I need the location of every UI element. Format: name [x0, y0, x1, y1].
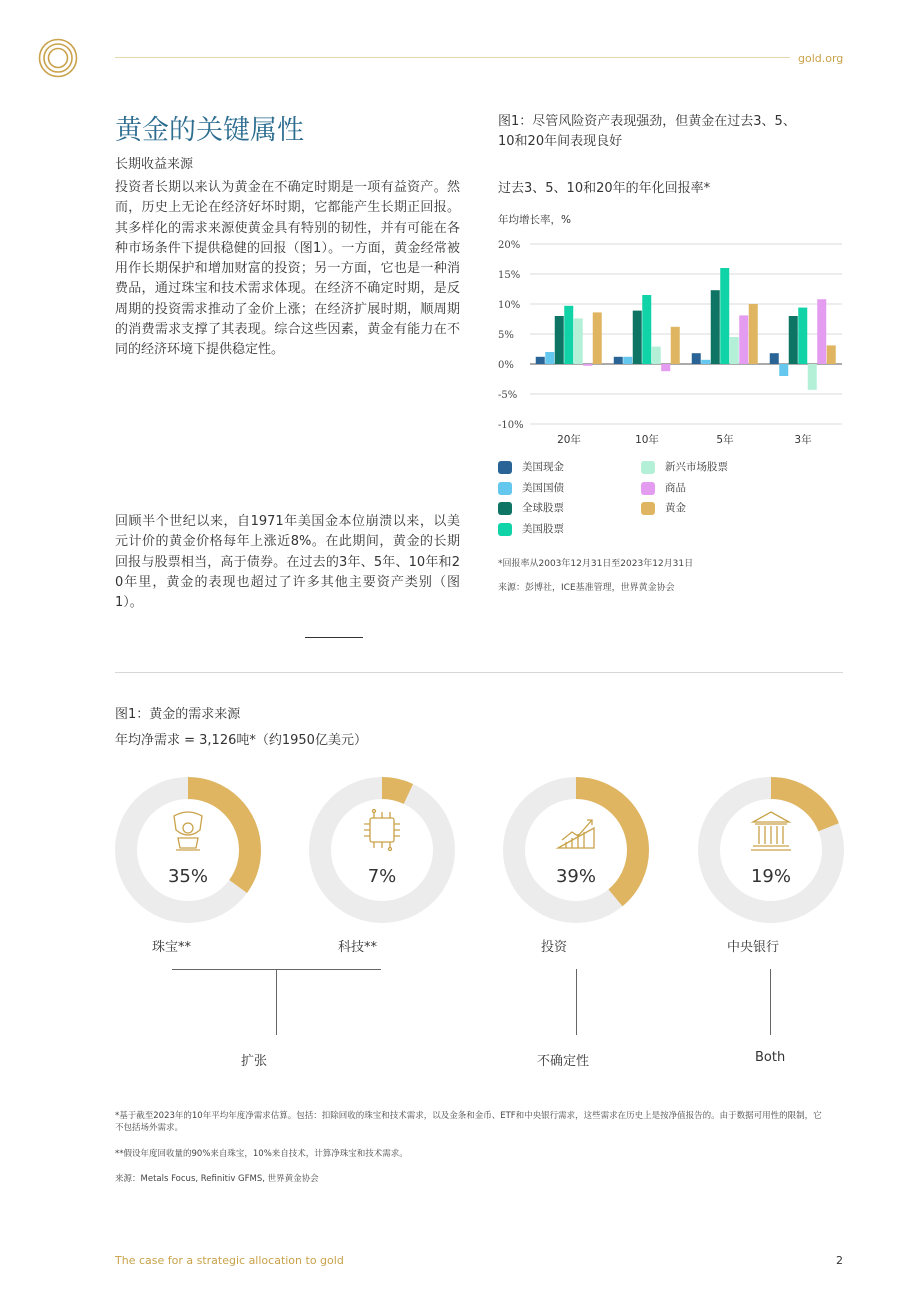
bar	[692, 353, 701, 364]
x-tick-label: 3年	[794, 434, 812, 446]
figure1-title: 图1：尽管风险资产表现强劲，但黄金在过去3、5、10和20年间表现良好	[498, 114, 796, 149]
legend-swatch	[498, 461, 512, 474]
body-paragraph-1: 投资者长期以来认为黄金在不确定时期是一项有益资产。然而，历史上无论在经济好坏时期，它都能产生长期正回报。其多样化的需求来源使黄金具有特别的韧性，并有可能在各种市场条件下提供稳健的回报（图1）。一方面，黄金经常被用作长期保护和增加财富的投资；另一方面，它也是一种消费品，通过珠宝和技术需求体现。在经济不确定时期，是反周期的投资需求推动了金价上涨；在经济扩展时期，顺周期的消费需求支撑了其表现。综合这些因素，黄金有能力在不同的经济环境下提供稳定性。	[115, 180, 460, 358]
y-tick-label: -10%	[498, 420, 524, 431]
bar	[633, 311, 642, 364]
bar	[730, 337, 739, 364]
bar	[827, 345, 836, 364]
footnote-2: **假设年度回收量的90%来自珠宝，10%来自技术，计算净珠宝和技术需求。	[115, 1149, 408, 1159]
bar	[749, 304, 758, 364]
bar	[564, 306, 573, 364]
bar	[808, 364, 817, 390]
bar	[770, 353, 779, 364]
section-divider	[115, 672, 843, 673]
short-rule	[305, 637, 363, 638]
donut-technology	[308, 776, 456, 924]
legend-item	[498, 500, 564, 515]
legend-label: 黄金	[665, 502, 686, 514]
legend-swatch	[641, 482, 655, 495]
figure1-note: *回报率从2003年12月31日至2023年12月31日	[498, 559, 694, 569]
bar	[711, 290, 720, 364]
connector-uncertainty	[576, 969, 577, 1035]
legend-label: 美国现金	[522, 461, 564, 473]
donut-pct-jewellery: 35%	[167, 866, 208, 887]
bar	[701, 360, 710, 364]
legend-item	[498, 521, 564, 536]
figure1-source: 来源：彭博社，ICE基准管理，世界黄金协会	[498, 583, 675, 593]
bar	[545, 352, 554, 364]
y-tick-label: 0%	[498, 360, 514, 371]
figure2-title: 图1：黄金的需求来源	[115, 707, 241, 722]
page-number: 2	[836, 1254, 843, 1267]
y-tick-label: 15%	[498, 270, 521, 281]
legend-swatch	[641, 461, 655, 474]
footer-title: The case for a strategic allocation to gold	[115, 1254, 344, 1267]
bar	[779, 364, 788, 376]
donut-investment	[502, 776, 650, 924]
x-tick-label: 10年	[635, 434, 659, 446]
x-tick-label: 20年	[557, 434, 581, 446]
site-link[interactable]: gold.org	[798, 52, 844, 65]
legend-swatch	[498, 523, 512, 536]
legend-label: 商品	[665, 482, 686, 494]
legend-label: 新兴市场股票	[665, 461, 728, 473]
bar	[817, 299, 826, 364]
legend-item	[641, 459, 728, 474]
investment-chart-icon	[558, 820, 594, 848]
header-rule	[115, 57, 790, 58]
y-tick-label: 10%	[498, 300, 521, 311]
legend-swatch	[641, 502, 655, 515]
bar	[671, 327, 680, 364]
influence-uncertainty: 不确定性	[537, 1054, 590, 1069]
footnote-1: *基于截至2023年的10年平均年度净需求估算。包括：扣除回收的珠宝和技术需求，以及金条和金币、ETF和中央银行需求，这些需求在历史上是按净值报告的。由于数据可用性的限制，它不包括场外需求。	[115, 1111, 822, 1133]
bar	[536, 357, 545, 364]
section-subtitle: 长期收益来源	[115, 157, 194, 172]
legend-item	[641, 480, 686, 495]
y-tick-label: 5%	[498, 330, 514, 341]
bar	[555, 316, 564, 364]
bar	[789, 316, 798, 364]
world-gold-council-logo	[38, 38, 78, 78]
bank-icon	[751, 812, 791, 850]
legend-item	[641, 500, 686, 515]
donut-central-banks	[697, 776, 845, 924]
bar	[798, 308, 807, 364]
necklace-icon	[174, 812, 202, 850]
x-tick-label: 5年	[716, 434, 734, 446]
bar	[583, 364, 592, 366]
y-tick-label: -5%	[498, 390, 518, 401]
footnote-source: 来源：Metals Focus, Refinitiv GFMS, 世界黄金协会	[115, 1174, 319, 1184]
page-title: 黄金的关键属性	[115, 115, 304, 146]
y-tick-label: 20%	[498, 240, 521, 251]
donut-pct-investment: 39%	[555, 866, 596, 887]
returns-bar-chart	[490, 232, 850, 452]
y-axis-unit: 年均增长率，%	[498, 214, 571, 226]
legend-label: 全球股票	[522, 502, 564, 514]
connector-both	[770, 969, 771, 1035]
bar	[593, 312, 602, 364]
legend-item	[498, 480, 564, 495]
figure2-subtitle: 年均净需求 = 3,126吨*（约1950亿美元）	[115, 733, 367, 748]
body-paragraph-2: 回顾半个世纪以来，自1971年美国金本位崩溃以来，以美元计价的黄金价格每年上涨近8%。在此期间，黄金的长期回报与股票相当，高于债券。在过去的3年、5年、10年和20年里，黄金的表现也超过了许多其他主要资产类别（图1）。	[115, 514, 460, 611]
bar	[661, 364, 670, 371]
connector-expansion	[276, 969, 277, 1035]
chip-icon	[364, 810, 400, 851]
bar	[739, 315, 748, 364]
influence-both: Both	[755, 1050, 786, 1065]
donut-label-jewellery: 珠宝**	[152, 940, 192, 955]
figure1-subtitle: 过去3、5、10和20年的年化回报率*	[498, 181, 711, 196]
donut-label-central-banks: 中央银行	[727, 940, 780, 955]
bar	[574, 318, 583, 364]
legend-swatch	[498, 482, 512, 495]
bar	[623, 357, 632, 364]
bar	[614, 357, 623, 364]
donut-pct-technology: 7%	[367, 866, 397, 887]
donut-label-investment: 投资	[541, 940, 568, 955]
donut-jewellery	[114, 776, 262, 924]
legend-swatch	[498, 502, 512, 515]
bar	[720, 268, 729, 364]
donut-label-technology: 科技**	[338, 940, 378, 955]
donut-pct-central-banks: 19%	[750, 866, 791, 887]
bar	[652, 347, 661, 364]
legend-label: 美国股票	[522, 523, 564, 535]
bar	[642, 295, 651, 364]
legend-label: 美国国债	[522, 482, 564, 494]
legend-item	[498, 459, 564, 474]
influence-expansion: 扩张	[241, 1054, 268, 1069]
